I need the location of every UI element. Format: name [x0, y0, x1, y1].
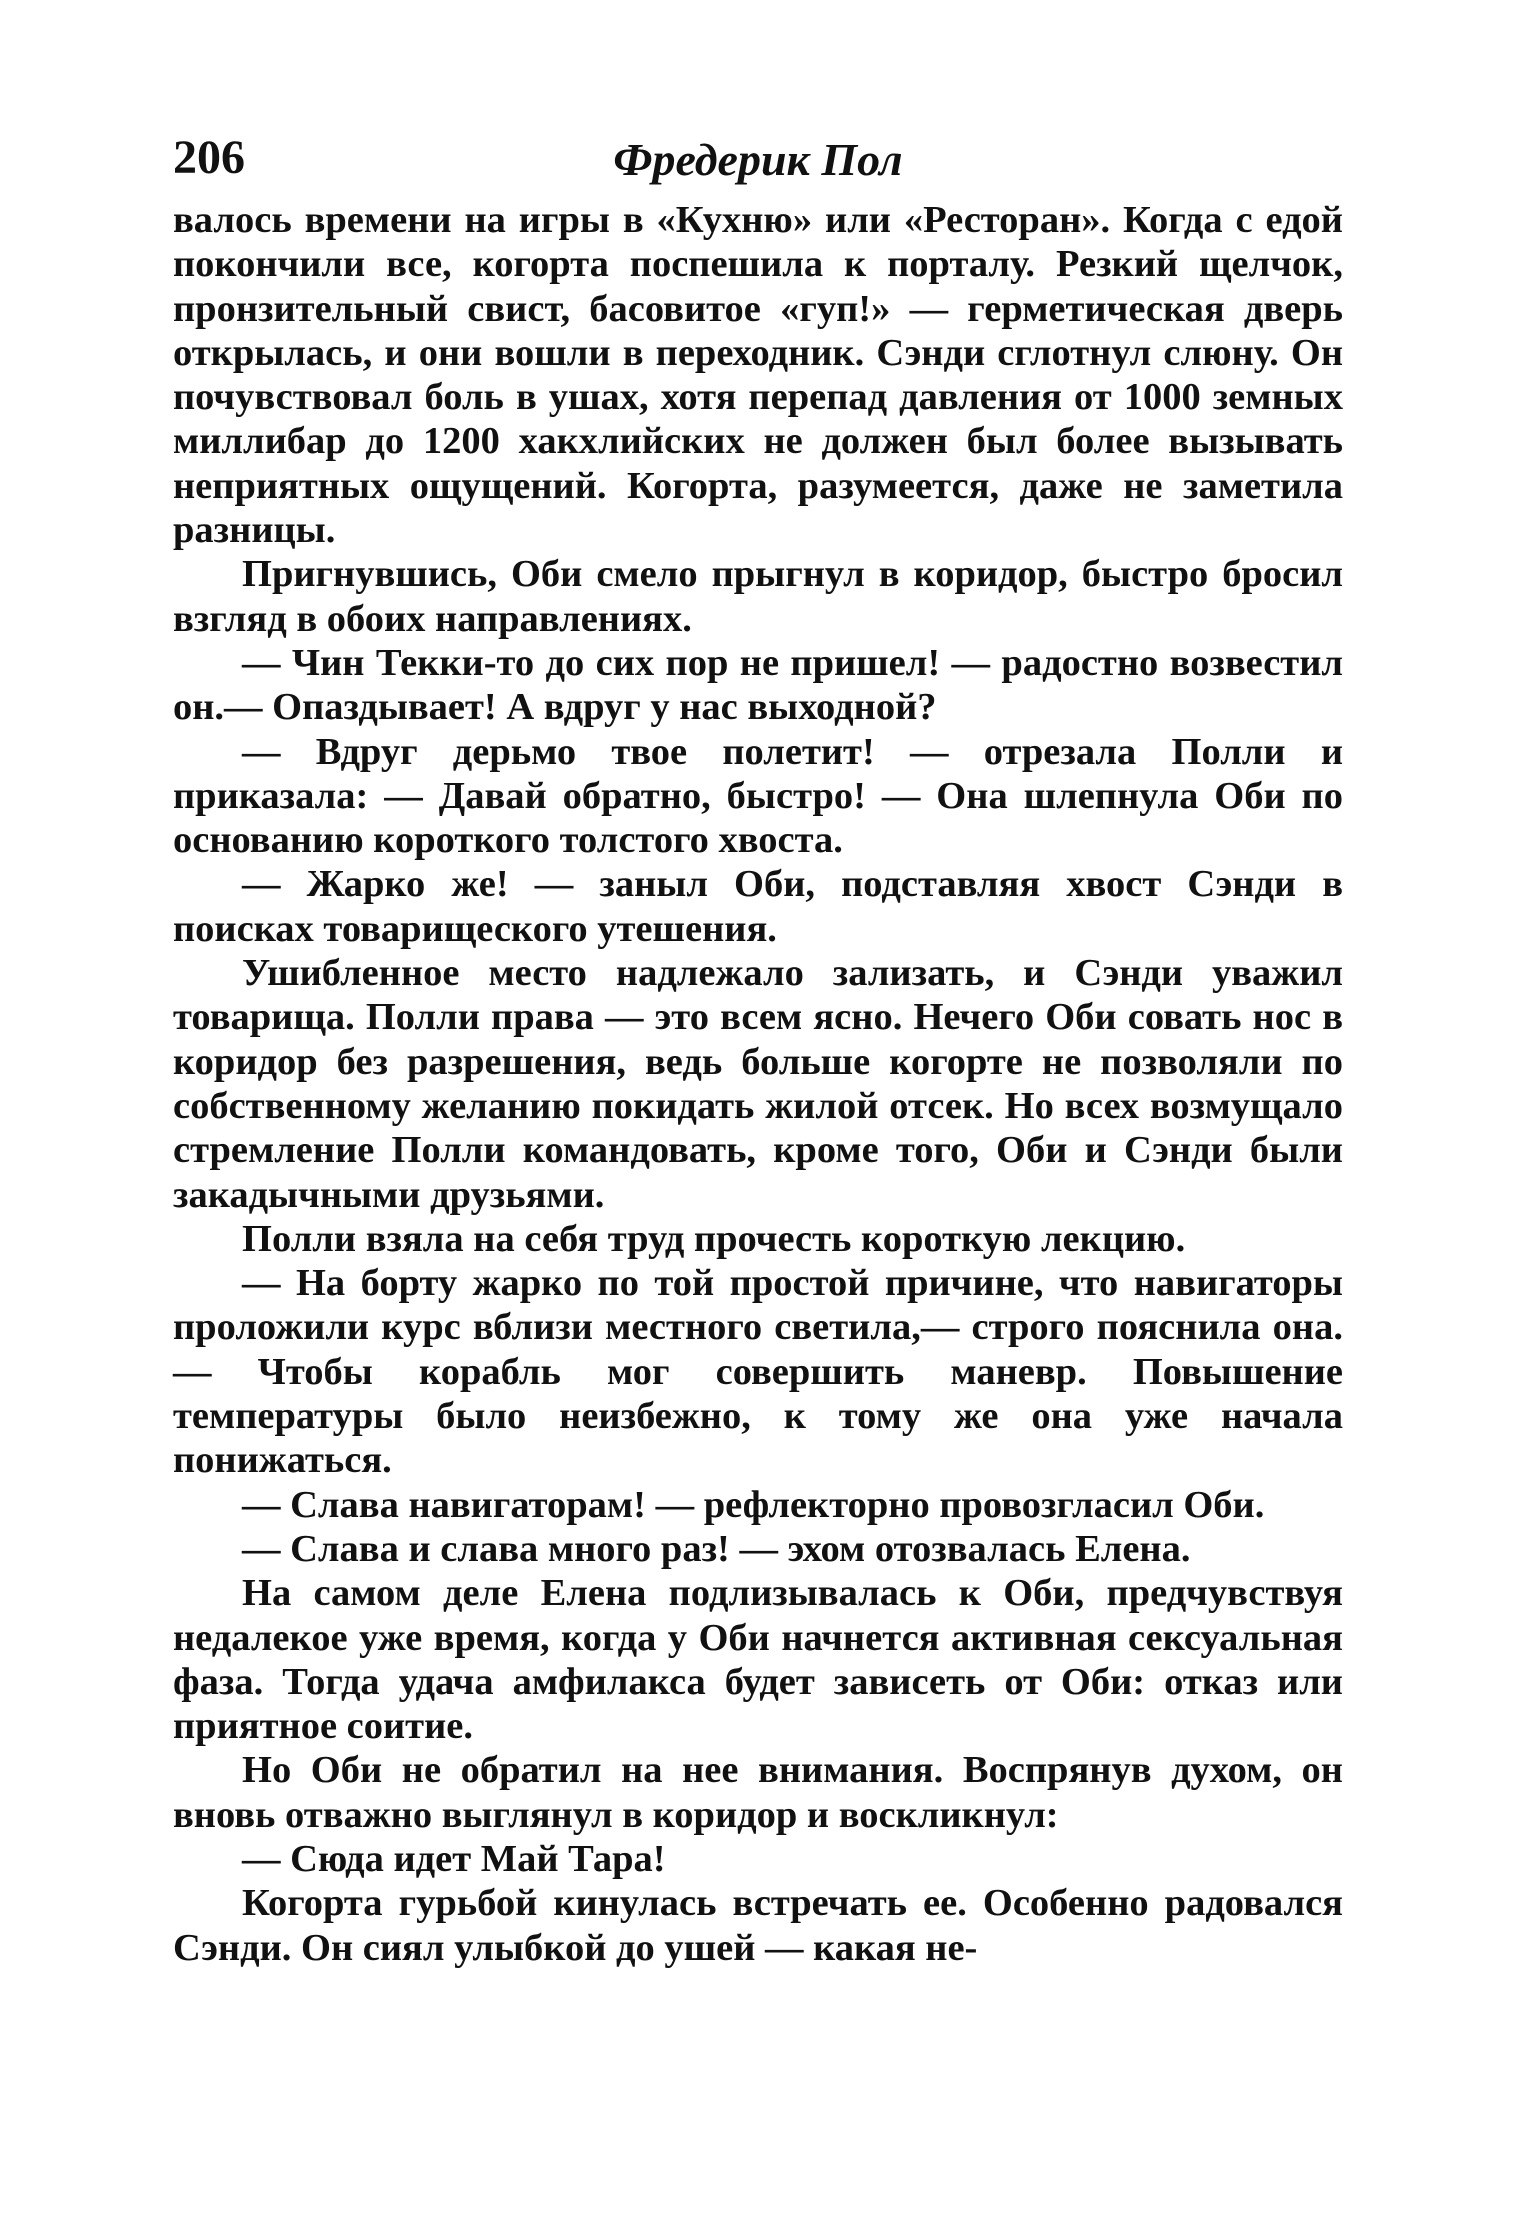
paragraph: Ушибленное место надлежало зализать, и Сэнди уважил товарища. Полли права — это всем ясно. Нечего Оби совать нос в коридор без разрешения, ведь больше когорте не позволяли по собственному желанию покидать жилой отсек. Но всех возмущало стремление Полли командовать, кроме того, Оби и Сэнди были закадычными друзьями. [173, 952, 1343, 1216]
paragraph-dialogue: — Слава навигаторам! — рефлекторно провозгласил Оби. [242, 1483, 1265, 1526]
paragraph-dialogue: — Слава и слава много раз! — эхом отозвалась Елена. [242, 1527, 1191, 1570]
paragraph-dialogue: — Вдруг дерьмо твое полетит! — отрезала Полли и приказала: — Давай обратно, быстро! — Она шлепнула Оби по основанию короткого толстого хвоста. [173, 730, 1343, 862]
paragraph: Но Оби не обратил на нее внимания. Воспрянув духом, он вновь отважно выглянул в коридор и воскликнул: [173, 1749, 1343, 1836]
paragraph-dialogue: — Сюда идет Май Тара! [242, 1837, 666, 1880]
paragraph-dialogue: — Чин Текки-то до сих пор не пришел! — радостно возвестил он.— Опаздывает! А вдруг у нас выходной? [173, 641, 1343, 729]
book-page [173, 120, 1343, 1970]
paragraph-dialogue: — Жарко же! — заныл Оби, подставляя хвост Сэнди в поисках товарищеского утешения. [173, 863, 1343, 950]
paragraph: Когорта гурьбой кинулась встречать ее. Особенно радовался Сэнди. Он сиял улыбкой до ушей — какая не- [173, 1882, 1343, 1969]
paragraph-dialogue: — На борту жарко по той простой причине, что навигаторы проложили курс вблизи местного светила,— строго пояснила она.— Чтобы корабль мог совершить маневр. Повышение температуры было неизбежно, к тому же она уже начала понижаться. [173, 1262, 1343, 1482]
running-head: Фредерик Пол [613, 134, 903, 185]
paragraph: Полли взяла на себя труд прочесть короткую лекцию. [242, 1217, 1186, 1260]
paragraph: На самом деле Елена подлизывалась к Оби, предчувствуя недалекое уже время, когда у Оби начнется активная сексуальная фаза. Тогда удача амфилакса будет зависеть от Оби: отказ или приятное соитие. [173, 1572, 1343, 1748]
paragraph-continued: валось времени на игры в «Кухню» или «Ресторан». Когда с едой покончили все, когорта поспешила к порталу. Резкий щелчок, пронзительный свист, басовитое «гуп!» — герметическая дверь открылась, и они вошли в переходник. Сэнди сглотнул слюну. Он почувствовал боль в ушах, хотя перепад давления от 1000 земных миллибар до 1200 хакхлийских не должен был более вызывать неприятных ощущений. Когорта, разумеется, даже не заметила разницы. [173, 199, 1343, 552]
page-header [173, 120, 1343, 198]
page-number: 206 [173, 131, 245, 184]
page-body [173, 198, 1343, 1970]
paragraph: Пригнувшись, Оби смело прыгнул в коридор, быстро бросил взгляд в обоих направлениях. [173, 553, 1343, 640]
